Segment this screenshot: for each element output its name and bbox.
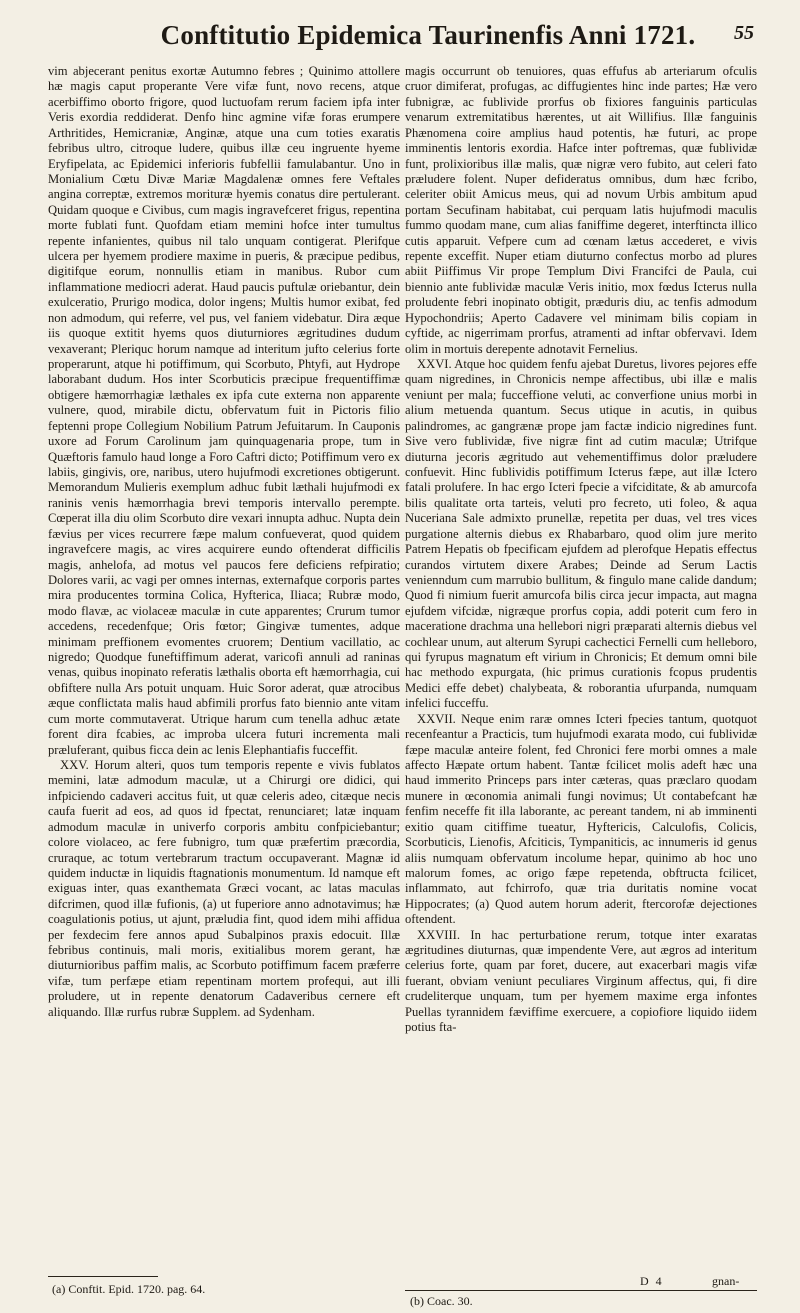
- catchword: gnan-: [712, 1274, 740, 1288]
- page-number: 55: [734, 22, 754, 44]
- paragraph-xxvi: XXVI. Atque hoc quidem fenfu ajebat Duretus, livores pejores effe quam nigredines, in Chronicis nempe affectibus, ubi illæ e malis veniunt per mala; fucceffione veluti, ac converfione unius morbi in alium metuenda quantum. Secus utique in acutis, in quibus palindromes, ac gangrænæ prope jam factæ indicio nigredines funt. Sive vero fublividæ, five nigræ fint ad cutim maculæ; Utrifque diuturna jecoris ægritudo aut vehementiffimus dolor præludere confuevit. Hinc fublividis potiffimum Icterus fæpe, aut illæ Ictero fatali prolufere. In hac ergo Icteri fpecie a vifciditate, & ab amurcofa bilis qualitate orta tarteis, veluti pro fecreto, uti foleo, & aqua Nuceriana Sale admixto prunellæ, repetita per duas, vel tres vices purgatione alternis diebus ex Rhabarbaro, quod olim jure merito Patrem Hepatis ob fpecificam ejufdem ad plerofque Hepatis effectus curandos virtutem dixere Arabes; Deinde ad Serum Lactis venienndum cum marrubio bullitum, & fingulo mane calide dandum; Quod fi nimium fuerit amurcofa bilis circa jecur impacta, aut magna ejufdem vifcidæ, nigræque prorfus copia, addi poterit cum fero in maceratione drachma una hellebori nigri præparati alternis diebus vel cochlear unum, aut alterum Syrupi cachectici Fernelli cum helleboro, qui fyrupus magnatum eft virium in Chronicis; Et demum omni bile hac methodo expurgata, (hic primus curationis fcopus prudentis Medici effe debet) chalybeata, & roborantia ufurpanda, numquam infelici fucceffu.: [405, 357, 757, 711]
- paragraph-xxv-continued: magis occurrunt ob tenuiores, quas effufus ab arteriarum ofculis cruor dimiferat, profugas, ac diffugientes hinc inde partes; Hæ vero fubnigræ, ac fublivide prorfus ob fixiores fanguinis particulas venarum extremitatibus hærentes, ut ait Willifius. Illæ fanguinis Phænomena coire amplius haud potentis, hæ futuri, ac prope imminentis lentoris exordia. Hafce inter poftremas, quæ fublividæ funt, prolixioribus illæ malis, quæ nigræ vero fubito, aut celeri fato præludere folent. Nuper defideratus omnibus, dum hæc fcribo, celeriter obiit Amicus meus, qui ad novum Urbis ambitum apud portam Secufinam habitabat, cui perquam latis hujufmodi maculis fummo quodam mane, cum alias faniffime degeret, interftincta illico cutis apparuit. Vefpere cum ad cœnam lætus accederet, e vivis repente exceffit. Nuper etiam diuturno confectus morbo ad plures abiit Piiffimus Vir prope Templum Divi Francifci de Paula, cui biennio ante fublividæ maculæ Veris initio, mox fœdus Icterus nulla proludente febri inopinato obtigit, præduris diu, ac tenfis admodum Hypochondriis; Aperto Cadavere vel minimam bilis copiam in cyftide, ac nigerrimam prorfus, atramenti ad inftar obfervavi. Idem olim in mortuis derepente adnotavit Fernelius.: [405, 64, 757, 356]
- paragraph-xxvii: XXVII. Neque enim raræ omnes Icteri fpecies tantum, quotquot recenfeantur a Practicis, tum hujufmodi exarata modo, cui fublividæ fæpe maculæ anteire folent, fed Chronici fere morbi omnes a male affecto Hæpate ortum habent. Tantæ fcilicet molis adeft hæc una haud immerito Princeps pars inter cæteras, quas præclaro quodam munere in œconomia animali fungi novimus; Ut contabefcant hæ fenfim neceffe fit illa laborante, ac pereant tandem, ni ab imminenti exitio quam citiffime tueatur, Hyftericis, Calculofis, Colicis, Scorbuticis, Lienofis, Afciticis, Tympaniticis, ac innumeris id genus aliis numquam obfervatum incolume hepar, quinimo ab hoc uno malorum fomes, ac origo fæpe repetenda, obftructa fcilicet, inflammato, aut fchirrofo, quæ tria duritatis nomine vocat Hippocrates; (a) Quod autem horum aderit, ftercorofæ dejectiones oftendent.: [405, 711, 757, 927]
- left-column: [48, 64, 400, 1020]
- running-title: Conftitutio Epidemica Taurinenfis Anni 1721.: [160, 20, 696, 50]
- left-footnote: (a) Conftit. Epid. 1720. pag. 64.: [52, 1282, 206, 1296]
- right-footnote-rule: [405, 1290, 757, 1291]
- signature-mark: D 4: [640, 1274, 664, 1288]
- paragraph-xxv: XXV. Horum alteri, quos tum temporis repente e vivis fublatos memini, latæ admodum maculæ, ut a Chirurgi ore didici, qui infpiciendo cadaveri accitus fuit, ut quæ celeris adeo, citæque necis caufa fuerit ad eos, ad quos id fpectat, renunciaret; latæ inquam admodum maculæ in univerfo corporis ambitu confpiciebantur; colore violaceo, ac fere fubnigro, tum quæ præfertim præcordia, cruraque, ac totum vertebrarum tractum occupaverant. Magnæ id quidem inductæ in liquidis ftagnationis monumentum. Id namque eft exiguas inter, quas exanthemata Græci vocant, ac latas maculas difcrimen, quod illæ fufionis, (a) ut fuperiore anno adnotavimus; hæ coagulationis potius, ut ajunt, præludia fint, quod idem mihi affidua per fexdecim fere annos apud Subalpinos praxis edocuit. Illæ febribus continuis, mali moris, exitialibus morem gerant, hæ diuturnioribus paffim malis, ac Scorbuto potiffimum facem præferre vifæ, tum perfæpe etiam repentinam mortem profequi, aut illi proludere, ut in repente denatorum Cadaveribus cernere eft aliquando. Illæ rurfus rubræ Supplem. ad Sydenham.: [48, 757, 400, 1019]
- page-header: [48, 20, 760, 60]
- right-column: [405, 64, 757, 1036]
- paragraph-xxviii: XXVIII. In hac perturbatione rerum, totque inter exaratas ægritudines diuturnas, quæ impendente Vere, aut ægros ad interitum celerius forte, quam par foret, ducere, aut exacerbari magis vifæ fuerant, obviam veniunt peculiares Virginum affectus, qui, fi dire crudeliterque unquam, tum per hyemem maxime erga infontes Puellas tyrannidem fæviffime exercuere, a copiofiore liquido iidem potius fta-: [405, 927, 757, 1035]
- paragraph-xxiv-continued: vim abjecerant penitus exortæ Autumno febres ; Quinimo attollere hæ magis caput properante Vere vifæ funt, novo recens, atque acerbiffimo oborto frigore, quod luctuofam rerum faciem ipfa inter Veris exordia reddiderat. Denfo hinc agmine vifæ foras erumpere Arthritides, Hemicraniæ, Anginæ, atque una cum toties exaratis febribus ultro, citroque ludere, quibus illæ ceu ingruente hyeme Eryfipelata, ac Epidemici inferioris fubfellii famulabantur. Uno in Monialium Cœtu Divæ Mariæ Magdalenæ omnes fere Veftales angina correptæ, extremos morituræ hyemis conatus dire pertulerant. Quidam quoque e Civibus, cum magis ingravefceret frigus, repentina morte fublati funt. Quofdam etiam memini hofce inter tumultus repente infanientes, quibus nil talo unquam contigerat. Plerifque ulcera per hyemem prodiere maxime in pueris, & præcipue pedibus, digitifque eorum, nonnullis etiam in manibus. Rubor cum inflammatione mediocri aderat. Haud paucis puftulæ oriebantur, dein exulceratio, Prurigo modica, dolor ingens; Multis humor exibat, fed non admodum, qui referre, vel pus, vel faniem videbatur. Dira æque iis quoque extitit hyems quos diuturniores ægritudines dudum vexaverant; Pleriquc horum namque ad interitum jufto celerius forte properarunt, atque hi potiffimum, qui Scorbuto, Phtyfi, aut Hydrope laborabant dudum. Hos inter Scorbuticis præcipue frequentiffimæ obtigere hæmorrhagiæ læthales ex ipfa cute externa non apparente vulnere, quod, mirabile dictu, obfervatum fuit in Pictoris filio feptenni prope Collegium Nobilium Patrum Jefuitarum. In Cauponis uxore ad Forum Carolinum jam quinquagenaria prope, tum in Quæftoris famulo haud longe a Foro Caftri dicto; Potiffimum vero ex labiis, gingivis, ore, naribus, utero hujufmodi excretiones obtigerunt. Memorandum Mulieris exemplum adhuc fubit læthali hujufmodi ex raninis venis hæmorrhagia brevi temporis intervallo perempte. Cœperat illa diu olim Scorbuto dire vexari innupta adhuc. Nupta dein fævius per vices recurrere fæpe malum confueverat, quod quidem ingravefcere magis, ac vires acquirere eundo oftenderat difficilis magis, anhelofa, ad motus vel paucos fere deficiens refpiratio; Dolores varii, ac vagi per omnes internas, externafque corporis partes mira producentes tormina Colica, Hyfterica, Iliaca; Rubræ modo, modo flavæ, ac violaceæ maculæ in cute apparentes; Crurum tumor accedens, recedenfque; Oris fœtor; Gingivæ tumentes, adque minimam preffionem evomentes cruorem; Dentium vacillatio, ac nigredo; Quodque funeftiffimum aderat, varicofi annuli ad raninas venas, quibus inopinato referatis læthalis oborta eft hæmorrhagia, cui obfiftere nulla Ars potuit unquam. Huic Soror aderat, quæ atrocibus æque conflictata malis haud abfimili prorfus fato biennio ante vitam cum morte commutaverat. Utrique harum cum tenella adhuc ætate forent dira fcabies, ac improba ulcera futuri incrementa mali præluferant, quibus ficca dein ac lenis Elephantiafis fucceffit.: [48, 64, 400, 757]
- left-footnote-rule: [48, 1276, 158, 1277]
- right-footnote: (b) Coac. 30.: [410, 1294, 473, 1308]
